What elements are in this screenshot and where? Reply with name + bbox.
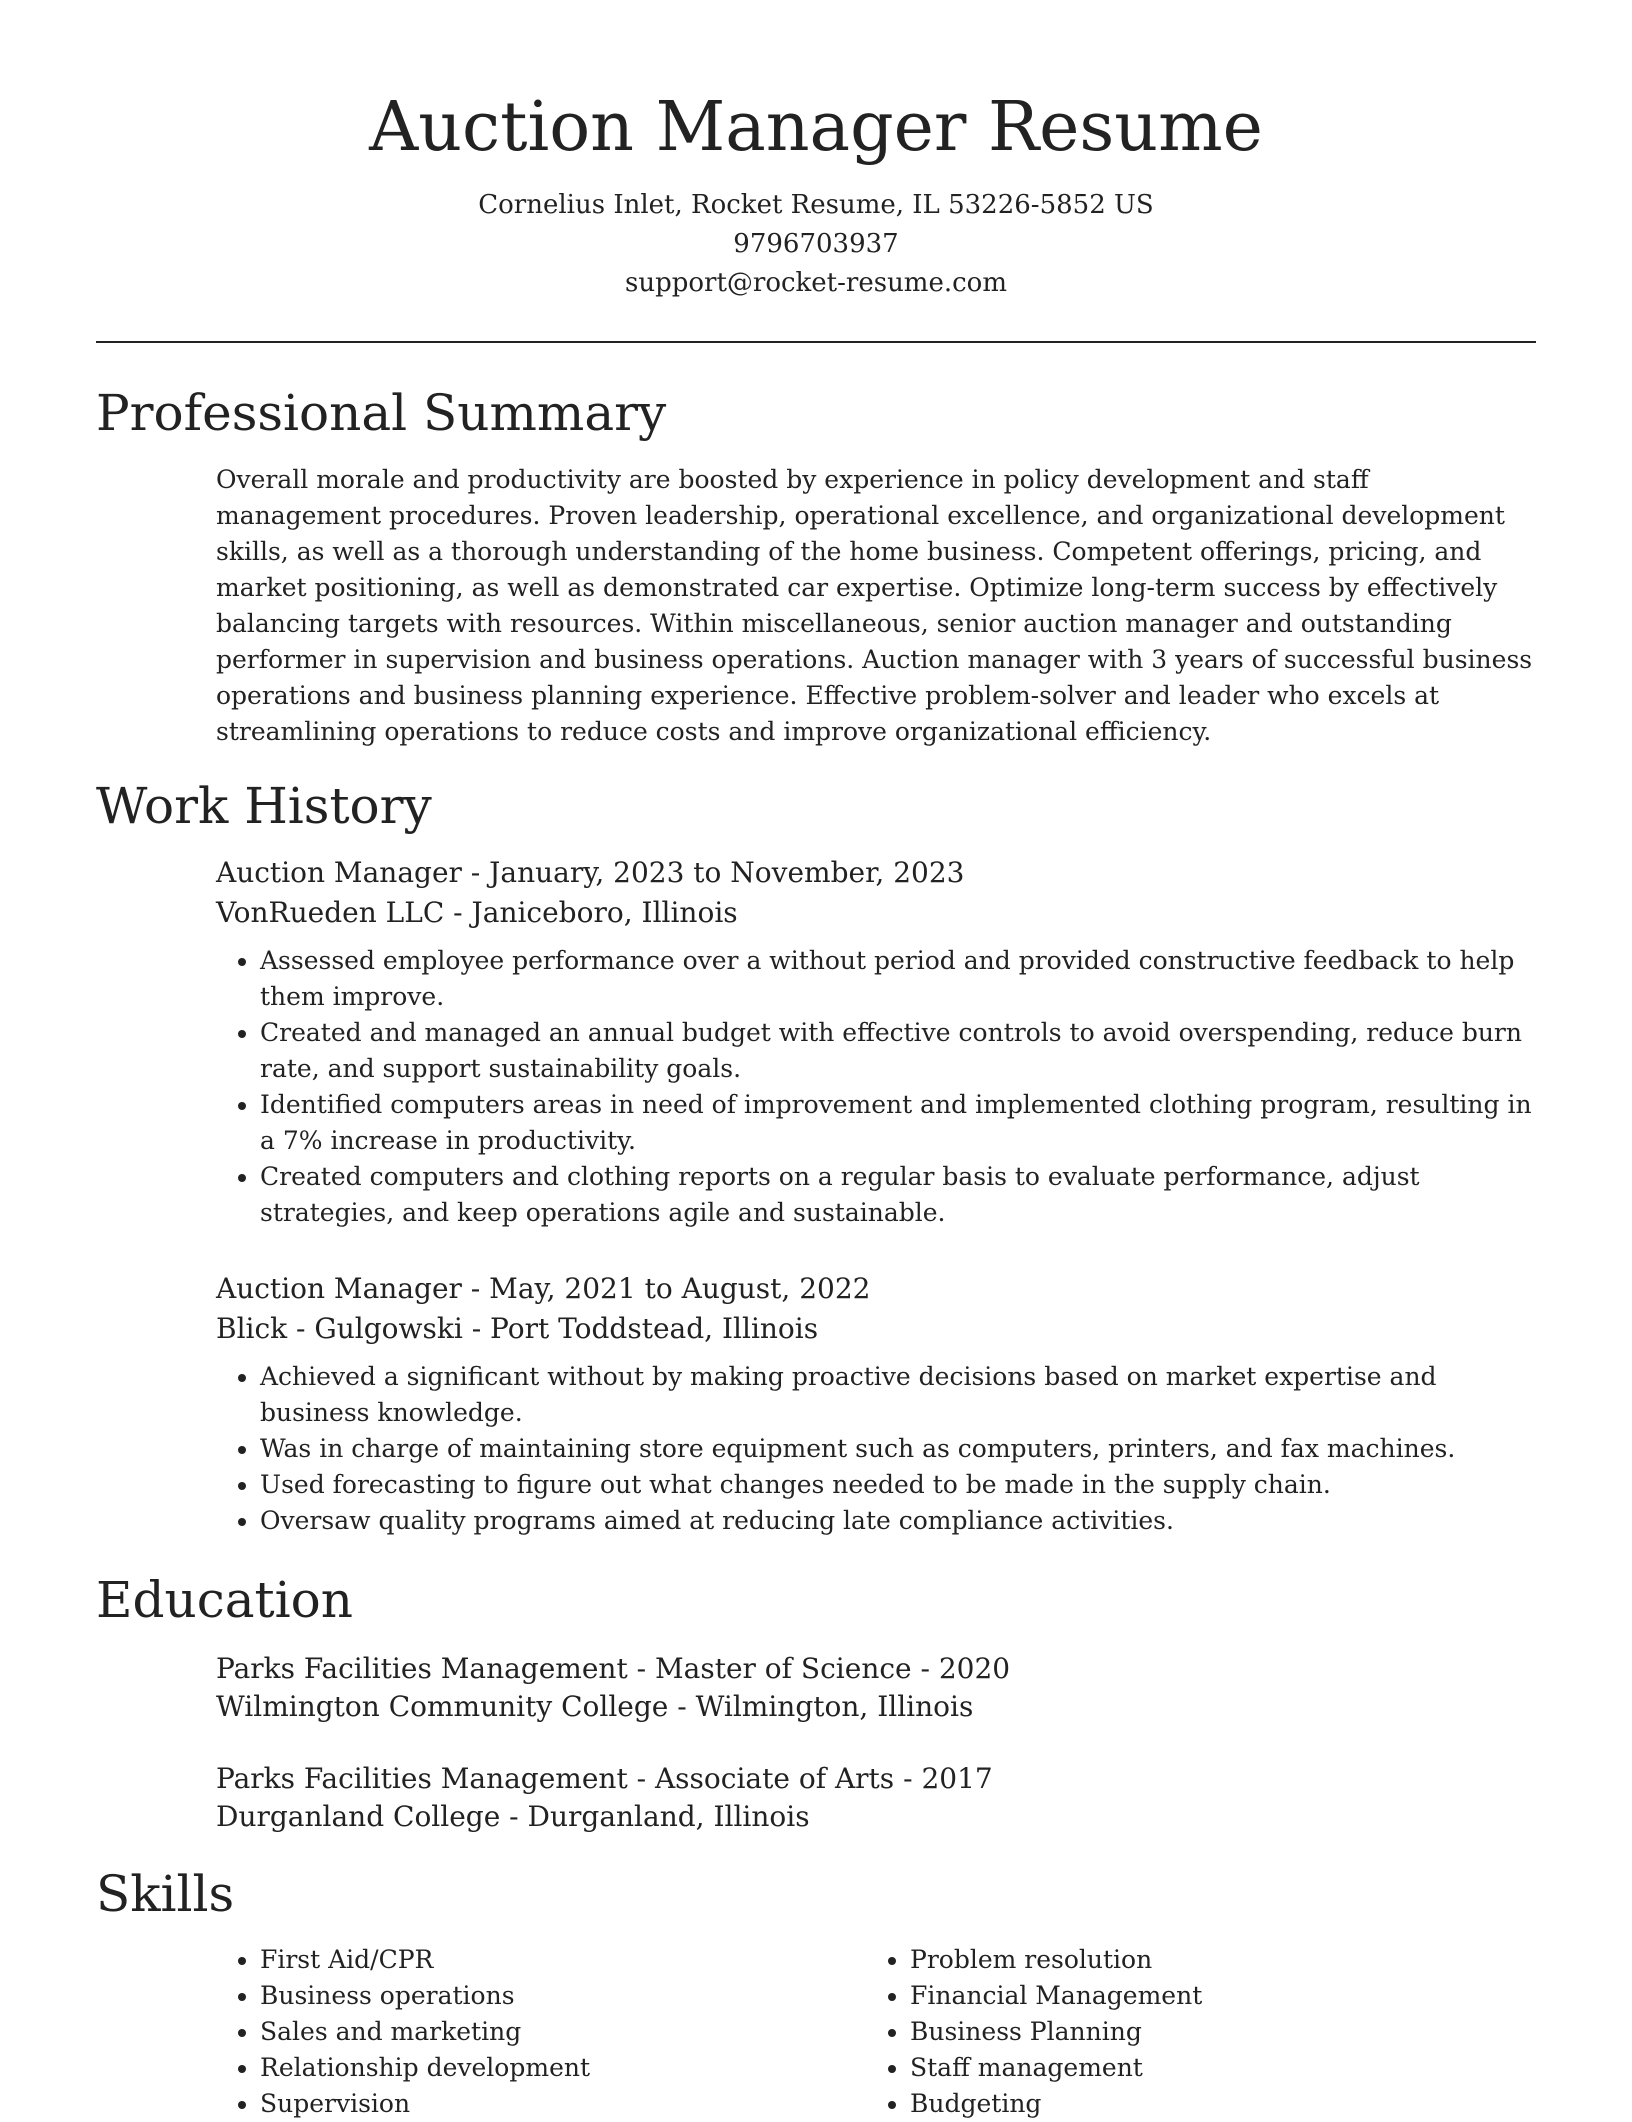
job-bullet: • Was in charge of maintaining store equipment such as computers, printers, and fax machines. xyxy=(260,1431,1536,1467)
contact-email: support@rocket-resume.com xyxy=(624,268,1007,298)
work-history-heading: Work History xyxy=(96,777,432,835)
skill-item: • Business operations xyxy=(260,1978,866,2014)
resume-title: Auction Manager Resume xyxy=(369,88,1263,167)
skills-column-left xyxy=(216,1942,866,2122)
skills-list xyxy=(866,1942,1516,2122)
skills-heading: Skills xyxy=(96,1865,235,1923)
job-company-line: VonRueden LLC - Janiceboro, Illinois xyxy=(216,896,738,929)
job-bullets xyxy=(216,943,1536,1231)
resume-header xyxy=(96,84,1536,303)
skill-item: • Supervision xyxy=(260,2086,866,2122)
job-company-line: Blick - Gulgowski - Port Toddstead, Illinois xyxy=(216,1312,819,1345)
job-bullet: • Oversaw quality programs aimed at reducing late compliance activities. xyxy=(260,1503,1536,1539)
contact-block xyxy=(96,186,1536,303)
contact-address: Cornelius Inlet, Rocket Resume, IL 53226-5852 US xyxy=(478,190,1154,220)
skills-list xyxy=(216,1942,866,2122)
skills-section xyxy=(216,1942,1536,2122)
job-bullet: • Identified computers areas in need of improvement and implemented clothing program, resulting in a 7% increase in productivity. xyxy=(260,1087,1536,1159)
skill-item: • Staff management xyxy=(910,2050,1516,2086)
job-title-line: Auction Manager - January, 2023 to November, 2023 xyxy=(216,856,965,889)
summary-text: Overall morale and productivity are boosted by experience in policy development and staff management procedures. Proven leadership, operational excellence, and organizational development skills, as well as a thorough understanding of the home business. Competent offerings, pricing, and market positioning, as well as demonstrated car expertise. Optimize long-term success by effectively balancing targets with resources. Within miscellaneous, senior auction manager and outstanding performer in supervision and business operations. Auction manager with 3 years of successful business operations and business planning experience. Effective problem-solver and leader who excels at streamlining operations to reduce costs and improve organizational efficiency. xyxy=(216,465,1533,746)
job-entry xyxy=(216,853,1536,1231)
skill-item: • Business Planning xyxy=(910,2014,1516,2050)
skill-item: • Budgeting xyxy=(910,2086,1516,2122)
summary-heading: Professional Summary xyxy=(96,384,667,442)
skill-item: • Financial Management xyxy=(910,1978,1516,2014)
job-bullet: • Created computers and clothing reports on a regular basis to evaluate performance, adjust strategies, and keep operations agile and sustainable. xyxy=(260,1159,1536,1231)
contact-phone: 9796703937 xyxy=(733,229,899,259)
job-bullet: • Assessed employee performance over a without period and provided constructive feedback to help them improve. xyxy=(260,943,1536,1015)
skill-item: • Relationship development xyxy=(260,2050,866,2086)
summary-section xyxy=(216,462,1536,750)
education-entry xyxy=(216,1760,1536,1836)
job-bullets xyxy=(216,1359,1536,1539)
skills-columns xyxy=(216,1942,1536,2122)
education-heading: Education xyxy=(96,1571,353,1629)
header-divider xyxy=(96,341,1536,343)
skills-column-right xyxy=(866,1942,1516,2122)
job-title-line: Auction Manager - May, 2021 to August, 2022 xyxy=(216,1272,871,1305)
education-degree-line: Parks Facilities Management - Associate of Arts - 2017 xyxy=(216,1762,993,1795)
skill-item: • First Aid/CPR xyxy=(260,1942,866,1978)
skill-item: • Sales and marketing xyxy=(260,2014,866,2050)
job-bullet: • Used forecasting to figure out what changes needed to be made in the supply chain. xyxy=(260,1467,1536,1503)
job-bullet: • Created and managed an annual budget with effective controls to avoid overspending, reduce burn rate, and support sustainability goals. xyxy=(260,1015,1536,1087)
job-entry xyxy=(216,1269,1536,1539)
skill-item: • Problem resolution xyxy=(910,1942,1516,1978)
education-school-line: Wilmington Community College - Wilmington, Illinois xyxy=(216,1690,974,1723)
education-entry xyxy=(216,1650,1536,1726)
education-degree-line: Parks Facilities Management - Master of Science - 2020 xyxy=(216,1652,1011,1685)
job-bullet: • Achieved a significant without by making proactive decisions based on market expertise and business knowledge. xyxy=(260,1359,1536,1431)
education-school-line: Durganland College - Durganland, Illinois xyxy=(216,1800,810,1833)
